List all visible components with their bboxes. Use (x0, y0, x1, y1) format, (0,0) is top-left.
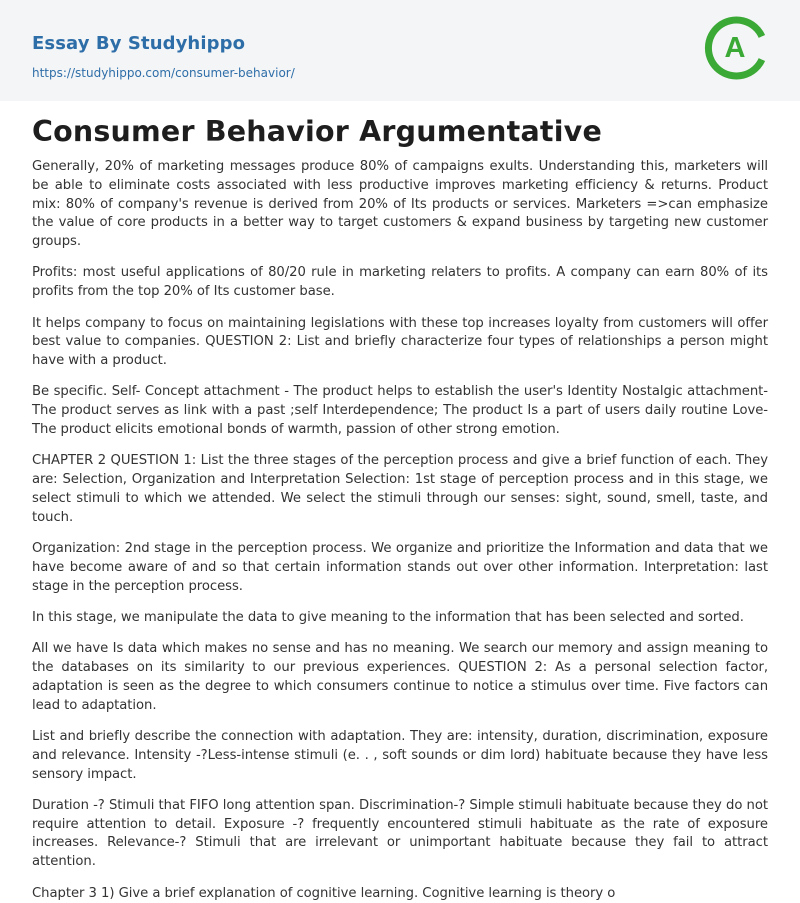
article (0, 115, 800, 903)
paragraph: All we have Is data which makes no sense and has no meaning. We search our memory and assign meaning to the databases on its similarity to our previous experiences. QUESTION 2: As a personal selection factor, adaptation is seen as the degree to which consumers continue to notice a stimulus over time. Five factors can lead to adaptation. (32, 640, 768, 715)
paragraph: Duration -? Stimuli that FIFO long attention span. Discrimination-? Simple stimuli habituate because they do not require attention to detail. Exposure -? frequently encountered stimuli habituate as the rate of exposure increases. Relevance-? Stimuli that are irrelevant or unimportant habituate because they fail to attract attention. (32, 797, 768, 872)
site-header (0, 0, 800, 101)
paragraph: In this stage, we manipulate the data to give meaning to the information that has been selected and sorted. (32, 609, 768, 628)
paragraph: It helps company to focus on maintaining legislations with these top increases loyalty from customers will offer best value to companies. QUESTION 2: List and briefly characterize four types of relationships a person might have with a product. (32, 315, 768, 371)
paragraph: List and briefly describe the connection with adaptation. They are: intensity, duration, discrimination, exposure and relevance. Intensity -?Less-intense stimuli (e. . , soft sounds or dim lord) habituate because they have less sensory impact. (32, 728, 768, 784)
studyhippo-logo-icon[interactable] (704, 15, 770, 81)
brand-title: Essay By Studyhippo (32, 33, 245, 54)
paragraph: Generally, 20% of marketing messages produce 80% of campaigns exults. Understanding this, marketers will be able to eliminate costs associated with less productive improves marketing efficiency & returns. Product mix: 80% of company's revenue is derived from 20% of Its products or services. Marketers =>can emphasize the value of core products in a better way to target customers & expand business by targeting new customer groups. (32, 158, 768, 252)
essay-url-link[interactable]: https://studyhippo.com/consumer-behavior/ (32, 66, 295, 80)
paragraph: Profits: most useful applications of 80/20 rule in marketing relaters to profits. A company can earn 80% of its profits from the top 20% of Its customer base. (32, 264, 768, 302)
paragraph: Be specific. Self- Concept attachment - The product helps to establish the user's Identity Nostalgic attachment- The product serves as link with a past ;self Interdependence; The product Is a part of users daily routine Love- The product elicits emotional bonds of warmth, passion of other strong emotion. (32, 383, 768, 439)
paragraph: Organization: 2nd stage in the perception process. We organize and prioritize the Information and data that we have become aware of and so that certain information stands out over other information. Interpretation: last stage in the perception process. (32, 540, 768, 596)
logo-letter: A (725, 32, 746, 64)
page-title: Consumer Behavior Argumentative (32, 115, 768, 148)
paragraph: CHAPTER 2 QUESTION 1: List the three stages of the perception process and give a brief function of each. They are: Selection, Organization and Interpretation Selection: 1st stage of perception process and in this stage, we select stimuli to which we attended. We select the stimuli through our senses: sight, sound, smell, taste, and touch. (32, 452, 768, 527)
paragraph: Chapter 3 1) Give a brief explanation of cognitive learning. Cognitive learning is theory o (32, 885, 768, 903)
